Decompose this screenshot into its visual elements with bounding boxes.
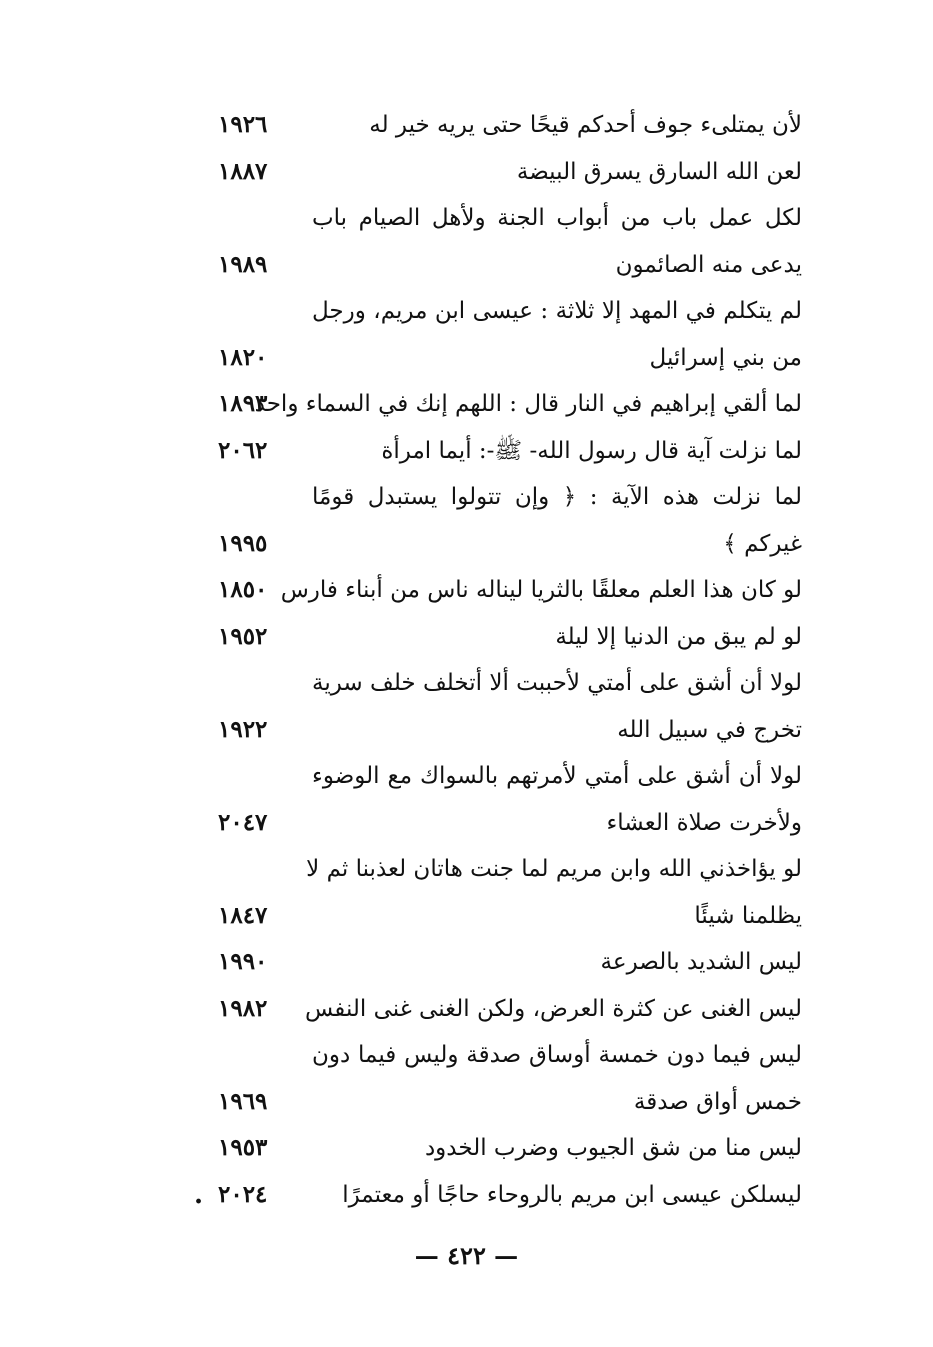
hadith-text: لو يؤاخذني الله وابن مريم لما جنت هاتان لعذبنا ثم لا — [306, 856, 802, 882]
hadith-text: ليسلكن عيسى ابن مريم بالروحاء حاجًا أو معتمرًا — [342, 1181, 802, 1208]
index-entry-line — [190, 986, 810, 1033]
hadith-number: ١٩٨٩ — [218, 250, 268, 278]
index-entry-line — [190, 614, 810, 661]
hadith-number: ١٩٩٠ — [218, 948, 268, 975]
hadith-number: ١٨٤٧ — [218, 901, 268, 929]
hadith-number: ١٨٩٣ — [218, 390, 268, 417]
hadith-number: ١٩٢٦ — [218, 111, 268, 138]
hadith-text: لكل عمل باب من أبواب الجنة ولأهل الصيام باب — [312, 205, 802, 231]
hadith-number: ١٩٥٢ — [218, 622, 268, 650]
index-entry-line — [190, 474, 810, 521]
index-entry-line — [190, 288, 810, 335]
index-entry-line — [190, 242, 810, 289]
hadith-index-list — [190, 102, 810, 1218]
hadith-text: لعن الله السارق يسرق البيضة — [516, 158, 802, 185]
page-number: — ٤٢٢ — — [414, 1241, 519, 1270]
hadith-text: تخرج في سبيل الله — [617, 716, 802, 743]
hadith-number: ١٨٨٧ — [218, 157, 268, 185]
index-entry-line — [190, 1032, 810, 1079]
hadith-text: لو كان هذا العلم معلقًا بالثريا ليناله ناس من أبناء فارس — [280, 577, 802, 603]
hadith-text: لولا أن أشق على أمتي لأحببت ألا أتخلف خلف سرية — [312, 670, 802, 696]
index-entry-line — [190, 1172, 810, 1219]
index-entry-line — [190, 1125, 810, 1172]
hadith-text: لو لم يبق من الدنيا إلا ليلة — [555, 623, 802, 650]
hadith-text: غيركم ﴾ — [723, 530, 802, 557]
hadith-text: يظلمنا شيئًا — [694, 902, 802, 929]
index-entry-line — [190, 800, 810, 847]
index-entry-line — [190, 521, 810, 568]
hadith-text: ليس فيما دون خمسة أوساق صدقة وليس فيما دون — [312, 1042, 802, 1068]
hadith-text: ليس منا من شق الجيوب وضرب الخدود — [424, 1135, 802, 1161]
hadith-text: لما ألقي إبراهيم في النار قال : اللهم إنك في السماء واحد — [254, 391, 802, 417]
hadith-number: ١٩٦٩ — [218, 1087, 268, 1115]
hadith-text: ليس الشديد بالصرعة — [600, 949, 802, 975]
hadith-number: ١٨٢٠ — [218, 343, 268, 371]
hadith-text: لما نزلت هذه الآية : ﴿ وإن تتولوا يستبدل قومًا — [312, 484, 802, 510]
hadith-number: ٢٠٦٢ — [218, 436, 268, 464]
hadith-number: ٢٠٢٤ — [218, 1180, 268, 1208]
hadith-text: خمس أواق صدقة — [633, 1088, 802, 1115]
hadith-number: ١٩٩٥ — [218, 529, 268, 557]
hadith-text: ليس الغنى عن كثرة العرض، ولكن الغنى غنى النفس — [304, 995, 802, 1022]
hadith-text: من بني إسرائيل — [649, 344, 802, 371]
hadith-text: لم يتكلم في المهد إلا ثلاثة : عيسى ابن مريم، ورجل — [312, 298, 802, 324]
index-entry-line — [190, 893, 810, 940]
index-entry-line — [190, 195, 810, 242]
hadith-number: ١٩٨٢ — [218, 994, 268, 1022]
hadith-text: يدعى منه الصائمون — [615, 251, 802, 278]
index-entry-line — [190, 567, 810, 614]
end-mark: . — [194, 1179, 204, 1210]
index-entry-line — [190, 846, 810, 893]
hadith-number: ٢٠٤٧ — [218, 808, 268, 836]
hadith-number: ١٩٢٢ — [218, 715, 268, 743]
index-entry-line — [190, 381, 810, 428]
hadith-text: لأن يمتلىء جوف أحدكم قيحًا حتى يريه خير له — [369, 112, 802, 138]
index-entry-line — [190, 707, 810, 754]
index-entry-line — [190, 1079, 810, 1126]
hadith-number: ١٨٥٠ — [218, 576, 268, 603]
hadith-text: لما نزلت آية قال رسول الله- ﷺ-: أيما امرأة — [381, 437, 802, 464]
hadith-number: ١٩٥٣ — [218, 1134, 268, 1161]
index-entry-line — [190, 102, 810, 149]
hadith-text: ولأخرت صلاة العشاء — [606, 809, 802, 836]
index-entry-line — [190, 428, 810, 475]
index-entry-line — [190, 335, 810, 382]
hadith-text: لولا أن أشق على أمتي لأمرتهم بالسواك مع الوضوء — [312, 763, 802, 789]
index-entry-line — [190, 939, 810, 986]
index-entry-line — [190, 753, 810, 800]
index-entry-line — [190, 149, 810, 196]
index-entry-line — [190, 660, 810, 707]
